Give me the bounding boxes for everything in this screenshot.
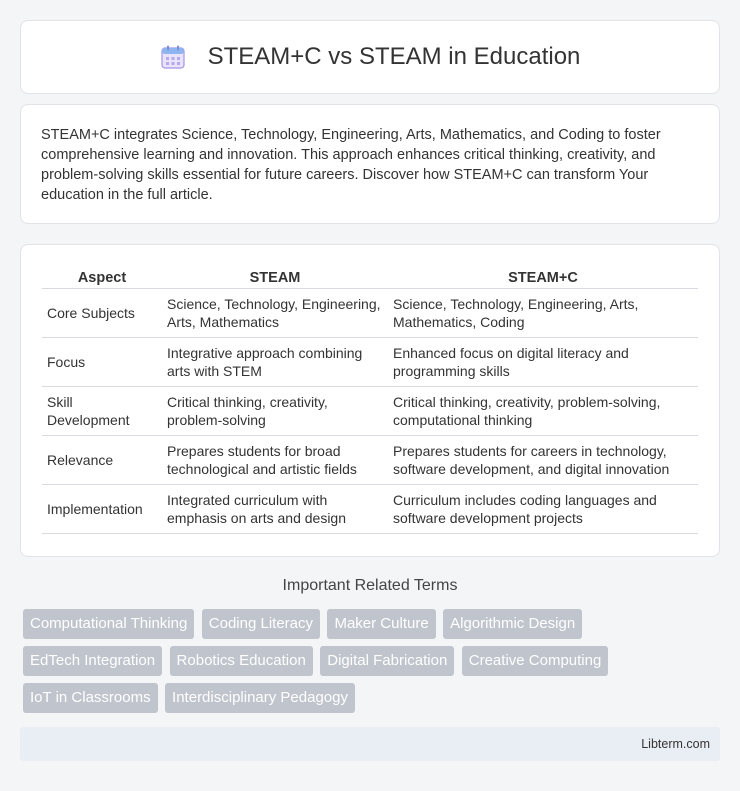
footer-site-link[interactable]: Libterm.com (641, 737, 710, 751)
calendar-icon (160, 44, 186, 70)
tag-robotics-education[interactable]: Robotics Education (170, 646, 313, 676)
table-row (42, 387, 698, 436)
header-steam: STEAM (162, 265, 388, 289)
header-aspect: Aspect (42, 265, 162, 289)
tag-algorithmic-design[interactable]: Algorithmic Design (443, 609, 582, 639)
cell-steam: Prepares students for broad technological and artistic fields (162, 436, 388, 485)
header-steamc: STEAM+C (388, 265, 698, 289)
table-row (42, 485, 698, 534)
cell-aspect: Implementation (42, 485, 162, 534)
cell-aspect: Focus (42, 338, 162, 387)
tag-iot-in-classrooms[interactable]: IoT in Classrooms (23, 683, 158, 713)
related-terms-list (23, 609, 723, 720)
tag-computational-thinking[interactable]: Computational Thinking (23, 609, 194, 639)
tag-interdisciplinary-pedagogy[interactable]: Interdisciplinary Pedagogy (165, 683, 355, 713)
tag-creative-computing[interactable]: Creative Computing (462, 646, 609, 676)
related-terms-title: Important Related Terms (282, 577, 458, 594)
cell-steamc: Science, Technology, Engineering, Arts, Mathematics, Coding (388, 289, 698, 338)
intro-card (20, 104, 720, 224)
title-card (20, 20, 720, 94)
tag-edtech-integration[interactable]: EdTech Integration (23, 646, 162, 676)
tag-digital-fabrication[interactable]: Digital Fabrication (320, 646, 454, 676)
cell-steamc: Curriculum includes coding languages and software development projects (388, 485, 698, 534)
cell-steam: Critical thinking, creativity, problem-solving (162, 387, 388, 436)
intro-text: STEAM+C integrates Science, Technology, Engineering, Arts, Mathematics, and Coding to foster comprehensive learning and innovation. This approach enhances critical thinking, creativity, and problem-solving skills essential for future careers. Discover how STEAM+C can transform Your education in the full article. (41, 127, 661, 203)
cell-steam: Science, Technology, Engineering, Arts, Mathematics (162, 289, 388, 338)
tag-maker-culture[interactable]: Maker Culture (327, 609, 435, 639)
page-title: STEAM+C vs STEAM in Education (207, 43, 581, 70)
footer (20, 727, 720, 761)
table-row (42, 338, 698, 387)
tag-coding-literacy[interactable]: Coding Literacy (202, 609, 320, 639)
cell-steam: Integrated curriculum with emphasis on arts and design (162, 485, 388, 534)
cell-aspect: Relevance (42, 436, 162, 485)
table-header-row (42, 265, 698, 289)
comparison-table-card (20, 244, 720, 557)
comparison-table (42, 265, 698, 534)
cell-steamc: Critical thinking, creativity, problem-solving, computational thinking (388, 387, 698, 436)
cell-aspect: Core Subjects (42, 289, 162, 338)
cell-steamc: Enhanced focus on digital literacy and programming skills (388, 338, 698, 387)
cell-aspect: Skill Development (42, 387, 162, 436)
table-row (42, 289, 698, 338)
table-row (42, 436, 698, 485)
cell-steamc: Prepares students for careers in technology, software development, and digital innovation (388, 436, 698, 485)
cell-steam: Integrative approach combining arts with STEM (162, 338, 388, 387)
